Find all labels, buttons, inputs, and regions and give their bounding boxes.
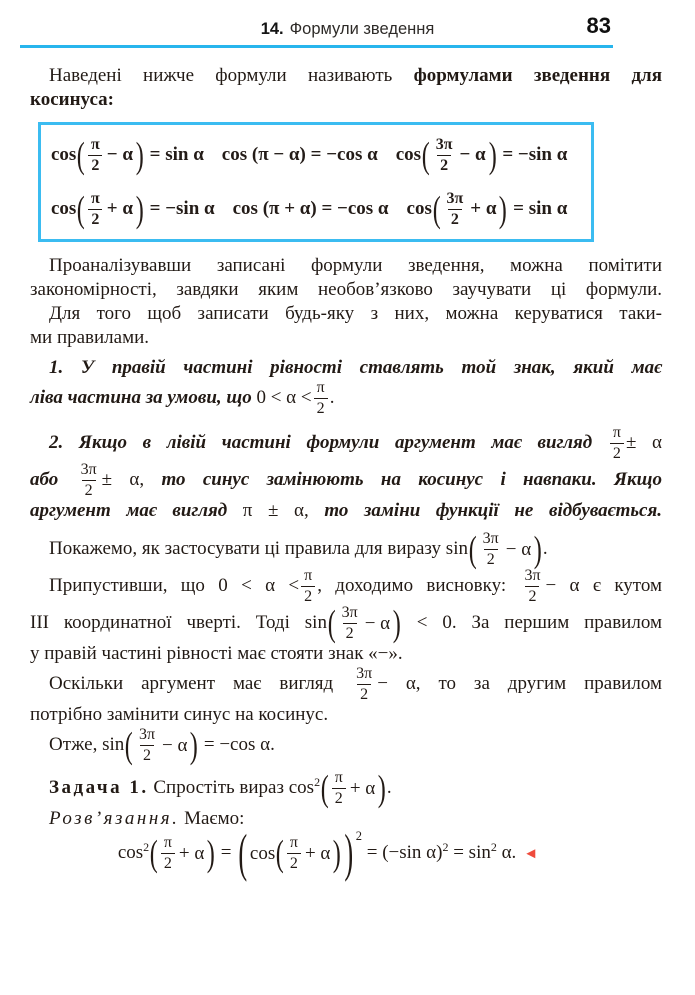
right-paren: ) — [135, 134, 144, 176]
text-run: то за другим правилом — [420, 672, 662, 694]
intro-line-1 — [30, 64, 662, 88]
func: cos — [406, 198, 432, 219]
formula-row-2 — [51, 182, 591, 236]
argument-line-2 — [30, 703, 662, 727]
rule-text: аргумент має вигляд — [30, 500, 243, 521]
solution-formula-line: $\cos^2$ ( $\frac{\pi}{2}$ + α ) = ( cos ( $\frac{\pi}{2}$ + α ) ) $^2$ = (−sin $\alpha)^2 = \sin^2 \alpha$. ◄ — [117, 824, 539, 883]
math-group: ( $\frac{\pi}{2}$ + α ) — [149, 833, 216, 874]
rules-intro-line-1 — [30, 302, 662, 326]
fraction: $\frac{\pi}{2}$ — [287, 835, 301, 872]
left-paren: ( — [149, 833, 159, 874]
inline-math: = (−sin α) — [361, 841, 443, 863]
exponent: 2 — [442, 839, 449, 854]
text-run: < 0. За першим правилом — [401, 611, 662, 633]
solution-end-marker-icon: ◄ — [523, 845, 539, 862]
task-1-line: Задача 1. Спростіть вираз $\cos^2$ ( $\frac{\pi}{2}$ + α ) . — [49, 768, 392, 809]
inline-math: 0 < α < — [256, 386, 312, 408]
text-run: потрібно замінити синус на косинус. — [30, 704, 329, 725]
text-run: у правій частині рівності має стояти знак «−». — [30, 643, 403, 664]
inline-math: $\frac{3\pi}{2}$ − α — [519, 575, 579, 596]
page-number: 83 — [586, 13, 611, 38]
inline-math: $\frac{3\pi}{2}$ ± α, — [76, 469, 145, 490]
fraction: $\frac{3\pi}{2}$ — [138, 726, 156, 764]
conclusion-line — [30, 727, 662, 764]
page-header — [0, 0, 695, 48]
formula-box — [38, 122, 594, 242]
right-paren: ) — [378, 768, 387, 809]
fraction: $\frac{\pi}{2}$ — [88, 191, 103, 228]
intro-line-2 — [30, 88, 662, 112]
fraction: $\frac{3\pi}{2}$ — [435, 135, 453, 174]
left-paren: ( — [468, 529, 477, 570]
reduction-formula: cos ( $\frac{\pi}{2}$ + α ) = −sin α — [51, 188, 215, 230]
analysis-line-1 — [30, 254, 662, 278]
example-intro-line: Покажемо, як застосувати ці правила для виразу sin ( $\frac{3\pi}{2}$ − α ) . — [49, 529, 548, 570]
fraction: $\frac{\pi}{2}$ — [314, 380, 328, 417]
text-run: Наведені нижче формули називають — [49, 65, 414, 86]
reduction-formula: cos ( $\frac{3\pi}{2}$ + α ) = sin α — [406, 188, 568, 230]
left-paren: ( — [432, 188, 441, 230]
text-run: ми правилами. — [30, 327, 150, 348]
section-name: Формули зведення — [289, 20, 435, 38]
right-paren-tall: ) — [344, 824, 354, 883]
rule-1-line-1 — [30, 356, 662, 380]
inline-math: = sin — [448, 841, 491, 863]
reduction-formula: cos (π − α) = −cos α — [221, 144, 378, 165]
rule-text: 2. Якщо в лівій частині формули аргумент має вигляд — [49, 431, 608, 453]
reduction-formula: cos (π + α) = −cos α — [232, 198, 389, 219]
right-paren: ) — [488, 134, 497, 176]
func: cos — [395, 144, 422, 165]
math-group: ( $\frac{3\pi}{2}$ − α ) — [125, 725, 199, 766]
inline-math: cos — [249, 842, 276, 864]
rule-2-line-2 — [30, 462, 662, 499]
fraction: $\frac{3\pi}{2}$ — [356, 665, 373, 703]
right-paren: ) — [533, 529, 543, 570]
text-run: Оскільки аргумент має вигляд — [49, 672, 352, 694]
left-paren: ( — [327, 603, 336, 644]
exponent: 2 — [355, 828, 362, 843]
text-run-bold: косинуса: — [30, 89, 114, 110]
rule-text: 1. У правій частині рівності ставлять той знак, який має — [49, 357, 662, 378]
text-run: Припустивши, що — [49, 574, 219, 596]
rule-2-line-1 — [30, 425, 662, 462]
text-run: Покажемо, як застосувати ці правила для виразу — [49, 537, 446, 559]
math-group-squared: ( cos ( $\frac{\pi}{2}$ + α ) ) — [238, 824, 354, 883]
inline-math: $\frac{\pi}{2}$ ± α — [608, 432, 662, 453]
fraction: $\frac{3\pi}{2}$ — [524, 567, 541, 605]
fraction: $\frac{\pi}{2}$ — [301, 568, 315, 605]
text-run-bold: формулами зведення для — [413, 65, 662, 86]
rule-text: ліва частина за умови, що — [30, 386, 257, 408]
text-run: є кутом — [579, 574, 662, 596]
text-run: закономірності, завдяки яким необов’язково заучувати ці формули. — [30, 279, 662, 300]
rule-text: то заміни функції не відбувається. — [308, 500, 663, 521]
inline-math: sin — [445, 537, 468, 559]
text-run: Маємо: — [179, 808, 245, 829]
rule-text: то синус замінюють на косинус і навпаки. Якщо — [144, 468, 662, 490]
fraction: $\frac{\pi}{2}$ — [610, 425, 624, 462]
page-content — [30, 64, 663, 883]
exponent: 2 — [490, 839, 497, 854]
inline-math: cos — [117, 841, 144, 863]
rule-2-line-3 — [30, 499, 662, 523]
reduction-formula: cos ( $\frac{\pi}{2}$ − α ) = sin α — [51, 134, 204, 176]
inline-math: 0 < α < — [218, 574, 300, 596]
math-group: ( $\frac{3\pi}{2}$ − α ) — [468, 529, 543, 570]
rule-text: або — [30, 468, 76, 490]
assumption-line-2 — [30, 605, 662, 642]
inline-math: π ± α, — [242, 500, 309, 521]
left-paren: ( — [421, 134, 430, 176]
task-label: Задача 1. — [49, 776, 149, 798]
left-paren: ( — [320, 768, 329, 809]
func: cos — [51, 144, 77, 165]
left-paren: ( — [276, 833, 285, 874]
inline-math: α. — [496, 841, 517, 863]
assumption-line-1 — [30, 568, 662, 605]
rule-1-line-2: ліва частина за умови, що 0 < α < $\frac{\pi}{2}$ . — [30, 379, 335, 417]
formula-row-1 — [51, 128, 591, 182]
text-run: Отже, — [49, 733, 103, 755]
section-number: 14. — [260, 20, 284, 38]
math-group: ( $\frac{3\pi}{2}$ − α ) — [327, 603, 402, 644]
solution-label: Розв’язання. — [49, 808, 180, 829]
inline-math: cos — [288, 776, 315, 798]
text-run: III координатної чверті. Тоді — [30, 611, 305, 633]
fraction: $\frac{3\pi}{2}$ — [446, 189, 464, 228]
left-paren: ( — [77, 188, 86, 230]
left-paren: ( — [125, 725, 134, 766]
argument-line-1 — [30, 666, 662, 703]
right-paren: ) — [207, 833, 216, 874]
inline-math: sin — [102, 733, 125, 755]
left-paren: ( — [77, 134, 86, 176]
inline-math: = −cos α. — [199, 733, 275, 755]
fraction: $\frac{3\pi}{2}$ — [80, 461, 97, 499]
inline-math: $\frac{3\pi}{2}$ − α, — [351, 673, 420, 694]
right-paren: ) — [135, 188, 144, 230]
right-paren: ) — [499, 188, 508, 230]
fraction: $\frac{\pi}{2}$ — [161, 835, 175, 872]
text-run: , доходимо висновку: — [317, 574, 520, 596]
assumption-line-3 — [30, 642, 662, 666]
right-paren: ) — [190, 725, 199, 766]
fraction: $\frac{3\pi}{2}$ — [341, 604, 358, 642]
rules-intro-line-2 — [30, 326, 662, 350]
math-group: ( $\frac{\pi}{2}$ + α ) — [320, 768, 387, 809]
text-run: Для того щоб записати будь-яку з них, можна керуватися таки- — [49, 303, 662, 324]
exponent: 2 — [143, 839, 150, 854]
inline-math: sin — [304, 611, 327, 633]
header-rule — [20, 45, 613, 48]
left-paren-tall: ( — [238, 824, 248, 883]
fraction: $\frac{\pi}{2}$ — [88, 137, 103, 174]
text-run: Проаналізувавши записані формули зведення, можна помітити — [49, 255, 662, 276]
text-run: Спростіть вираз — [148, 776, 289, 798]
right-paren: ) — [392, 603, 402, 644]
fraction: $\frac{\pi}{2}$ — [332, 770, 346, 807]
analysis-line-2 — [30, 278, 662, 302]
right-paren: ) — [333, 833, 342, 874]
exponent: 2 — [314, 774, 321, 789]
reduction-formula: cos ( $\frac{3\pi}{2}$ − α ) = −sin α — [395, 134, 568, 176]
func: cos — [51, 198, 77, 219]
fraction: $\frac{3\pi}{2}$ — [482, 530, 499, 568]
